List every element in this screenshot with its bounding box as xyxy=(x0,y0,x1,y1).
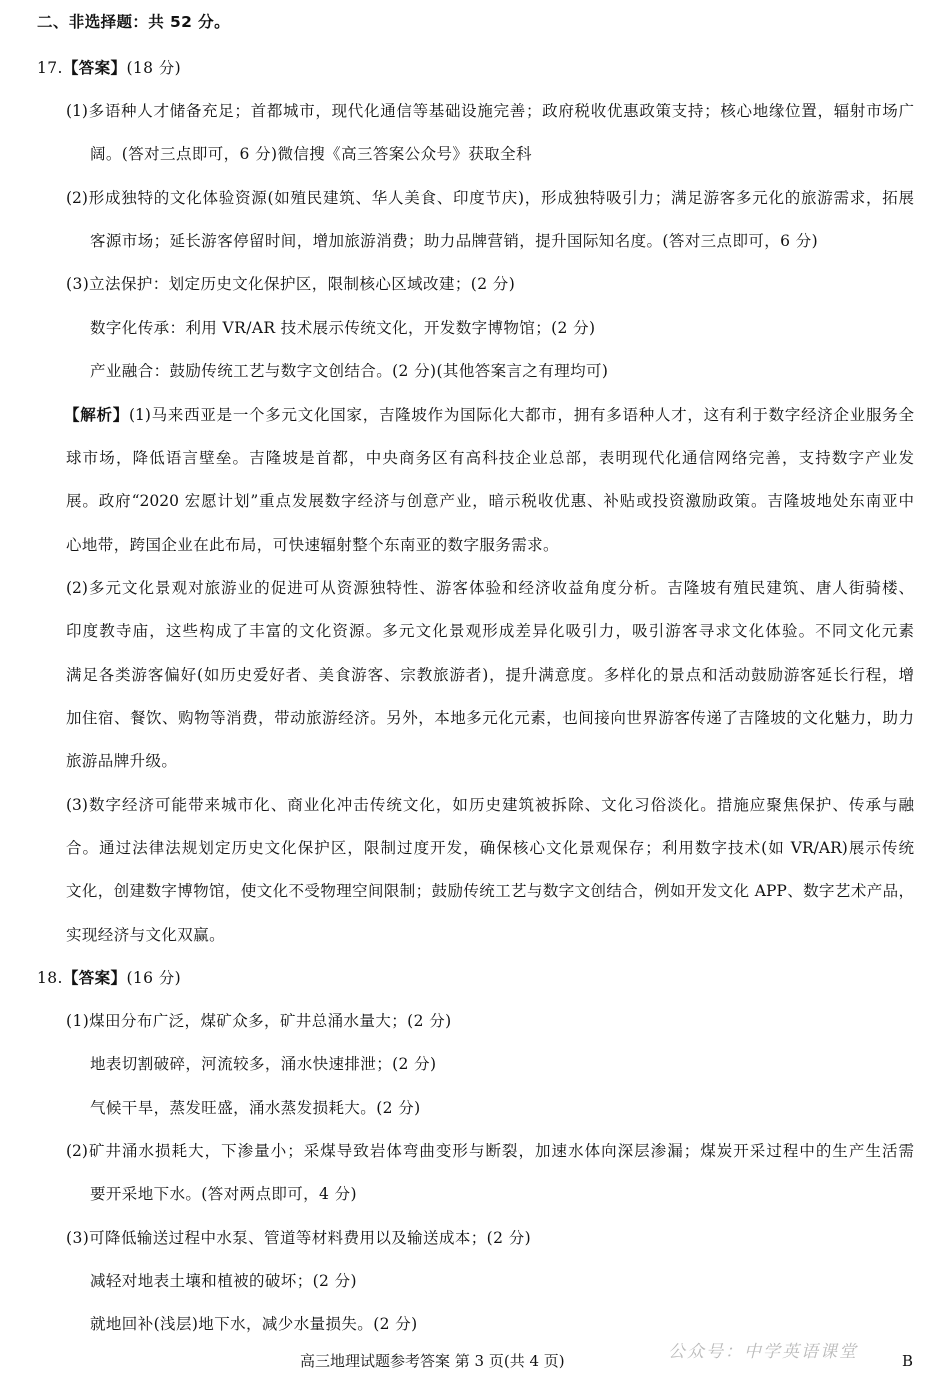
q17-analysis-line1 xyxy=(64,404,914,426)
q17-analysis2-line4: 加住宿、餐饮、购物等消费，带动旅游经济。另外，本地多元化元素，也间接向世界游客传递了吉隆坡的文化魅力，助力 xyxy=(66,709,914,727)
section-title: 二、非选择题：共 52 分。 xyxy=(37,13,230,31)
q17-analysis3-line3: 文化，创建数字博物馆，使文化不受物理空间限制；鼓励传统工艺与数字文创结合，例如开发文化 APP、数字艺术产品， xyxy=(66,882,914,900)
watermark: 公众号：中学英语课堂 xyxy=(668,1342,858,1362)
q17-analysis3-line2: 合。通过法律法规划定历史文化保护区，限制过度开发，确保核心文化景观保存；利用数字技术(如 VR/AR)展示传统 xyxy=(66,839,914,857)
q17-analysis-label: 【解析】 xyxy=(64,406,129,424)
q17-number: 17. xyxy=(37,59,63,77)
q18-part1-line3: 气候干旱，蒸发旺盛，涌水蒸发损耗大。(2 分) xyxy=(90,1099,421,1117)
q17-analysis1-line4: 心地带，跨国企业在此布局，可快速辐射整个东南亚的数字服务需求。 xyxy=(66,536,559,554)
q18-part1-line1: (1)煤田分布广泛，煤矿众多，矿井总涌水量大；(2 分) xyxy=(66,1012,452,1030)
q18-part3-line2: 减轻对地表土壤和植被的破坏；(2 分) xyxy=(90,1272,357,1290)
q17-part3-line1: (3)立法保护：划定历史文化保护区，限制核心区域改建；(2 分) xyxy=(66,275,516,293)
q18-part3-line3: 就地回补(浅层)地下水，减少水量损失。(2 分) xyxy=(90,1315,418,1333)
q17-analysis2-line5: 旅游品牌升级。 xyxy=(66,752,178,770)
page-footer: 高三地理试题参考答案 第 3 页(共 4 页) xyxy=(300,1352,565,1370)
q17-analysis2-line2: 印度教寺庙，这些构成了丰富的文化资源。多元文化景观形成差异化吸引力，吸引游客寻求文化体验。不同文化元素 xyxy=(66,622,914,640)
q17-answer-label: 【答案】 xyxy=(62,59,127,77)
q17-analysis2-line1: (2)多元文化景观对旅游业的促进可从资源独特性、游客体验和经济收益角度分析。吉隆坡有殖民建筑、唐人街骑楼、 xyxy=(66,579,914,597)
q17-answer-score: (18 分) xyxy=(126,59,182,77)
q17-analysis-text: (1)马来西亚是一个多元文化国家，吉隆坡作为国际化大都市，拥有多语种人才，这有利于数字经济企业服务全 xyxy=(128,406,914,424)
q17-analysis1-line3: 展。政府“2020 宏愿计划”重点发展数字经济与创意产业，暗示税收优惠、补贴或投资激励政策。吉隆坡地处东南亚中 xyxy=(66,492,914,510)
q18-part2-line2: 要开采地下水。(答对两点即可，4 分) xyxy=(90,1185,357,1203)
q17-part3-line3: 产业融合：鼓励传统工艺与数字文创结合。(2 分)(其他答案言之有理均可) xyxy=(90,362,609,380)
q18-number: 18. xyxy=(37,969,63,987)
q17-part2-line2: 客源市场；延长游客停留时间，增加旅游消费；助力品牌营销，提升国际知名度。(答对三点即可，6 分) xyxy=(90,232,819,250)
q17-answer-header xyxy=(37,57,181,79)
q18-part1-line2: 地表切割破碎，河流较多，涌水快速排泄；(2 分) xyxy=(90,1055,437,1073)
version-label: B xyxy=(902,1352,914,1370)
q17-analysis3-line4: 实现经济与文化双赢。 xyxy=(66,926,226,944)
q18-part3-line1: (3)可降低输送过程中水泵、管道等材料费用以及输送成本；(2 分) xyxy=(66,1229,532,1247)
q17-part3-line2: 数字化传承：利用 VR/AR 技术展示传统文化，开发数字博物馆；(2 分) xyxy=(90,319,596,337)
q17-analysis3-line1: (3)数字经济可能带来城市化、商业化冲击传统文化，如历史建筑被拆除、文化习俗淡化。措施应聚焦保护、传承与融 xyxy=(66,796,914,814)
q18-answer-label: 【答案】 xyxy=(62,969,127,987)
q17-part1-line1: (1)多语种人才储备充足；首都城市，现代化通信等基础设施完善；政府税收优惠政策支持；核心地缘位置，辐射市场广 xyxy=(66,102,914,120)
q18-part2-line1: (2)矿井涌水损耗大，下渗量小；采煤导致岩体弯曲变形与断裂，加速水体向深层渗漏；煤炭开采过程中的生产生活需 xyxy=(66,1142,914,1160)
q17-part2-line1: (2)形成独特的文化体验资源(如殖民建筑、华人美食、印度节庆)，形成独特吸引力；满足游客多元化的旅游需求，拓展 xyxy=(66,189,914,207)
q17-analysis2-line3: 满足各类游客偏好(如历史爱好者、美食游客、宗教旅游者)，提升满意度。多样化的景点和活动鼓励游客延长行程，增 xyxy=(66,666,914,684)
q18-answer-header xyxy=(37,967,181,989)
q17-part1-line2: 阔。(答对三点即可，6 分)微信搜《高三答案公众号》获取全科 xyxy=(90,145,532,163)
q18-answer-score: (16 分) xyxy=(126,969,182,987)
q17-analysis1-line2: 球市场，降低语言壁垒。吉隆坡是首都，中央商务区有高科技企业总部，表明现代化通信网络完善，支持数字产业发 xyxy=(66,449,914,467)
